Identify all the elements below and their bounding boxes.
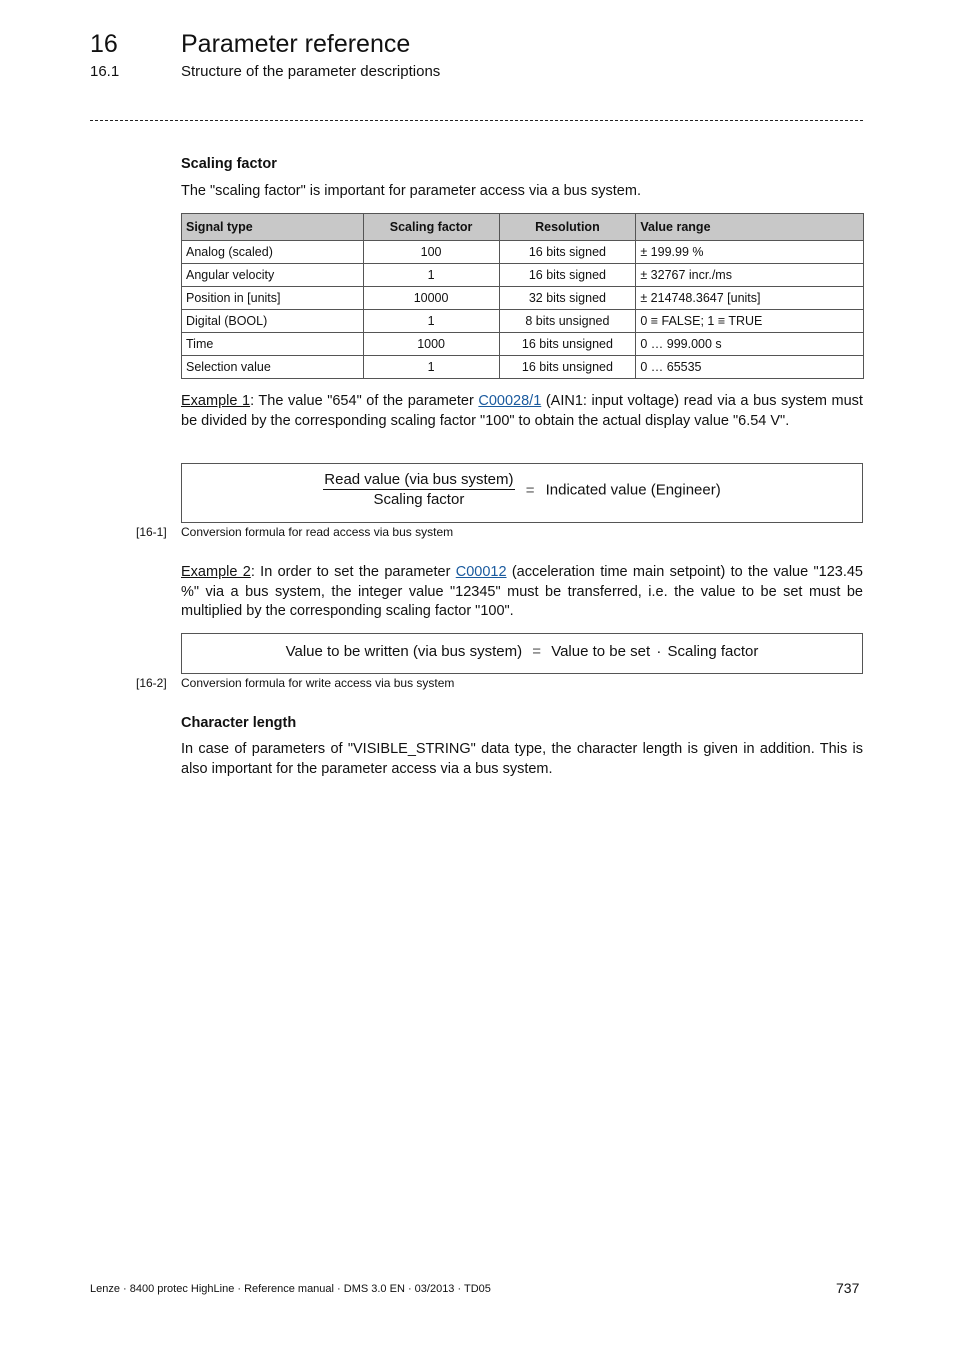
- column-header: Scaling factor: [363, 214, 499, 241]
- example-1-paragraph: [181, 392, 863, 431]
- formula-multiply-dot: ·: [656, 643, 662, 660]
- scaling-factor-table: [181, 213, 864, 379]
- table-cell: 16 bits unsigned: [499, 333, 636, 356]
- section-title: Structure of the parameter descriptions: [181, 63, 441, 80]
- example-2-label: Example 2: [181, 564, 251, 580]
- example-2-text: (acceleration time main setpoint) to the value "123.45 %" via a bus system, the integer value "12345" must be transferred, i.e. the value to be set must be multiplied by the corresponding scaling factor "100".: [181, 564, 863, 619]
- table-cell: 1: [363, 310, 499, 333]
- formula-equals: =: [532, 643, 542, 660]
- section-number: 16.1: [90, 63, 120, 80]
- table-cell: 0 … 999.000 s: [636, 333, 864, 356]
- formula-box-read: [181, 463, 863, 523]
- example-2-text: : In order to set the parameter: [250, 564, 456, 580]
- formula-denominator: Scaling factor: [373, 491, 465, 508]
- table-cell: 0 ≡ FALSE; 1 ≡ TRUE: [636, 310, 864, 333]
- table-cell: Analog (scaled): [182, 241, 364, 264]
- figure-caption: Conversion formula for read access via bus system: [181, 525, 454, 539]
- table-cell: Digital (BOOL): [182, 310, 364, 333]
- table-cell: Angular velocity: [182, 264, 364, 287]
- table-cell: 32 bits signed: [499, 287, 636, 310]
- parameter-link-c00028-1[interactable]: C00028/1: [478, 393, 542, 409]
- example-1-text: : The value "654" of the parameter: [250, 393, 479, 409]
- formula-result: Indicated value (Engineer): [545, 481, 721, 499]
- page-number: 737: [836, 1280, 860, 1296]
- table-cell: 16 bits unsigned: [499, 356, 636, 379]
- formula-fraction: [323, 471, 514, 509]
- example-1-text: (AIN1: input voltage) read via a bus system must be divided by the corresponding scaling factor "100" to obtain the actual display value "6.54 V".: [181, 393, 863, 429]
- figure-number: [16-2]: [136, 676, 167, 690]
- table-cell: 100: [363, 241, 499, 264]
- example-1-label: Example 1: [181, 393, 251, 409]
- character-length-heading: Character length: [181, 715, 297, 731]
- table-row: [182, 241, 864, 264]
- column-header: Signal type: [182, 214, 364, 241]
- header-divider: [90, 120, 863, 121]
- table-cell: ± 32767 incr./ms: [636, 264, 864, 287]
- formula-lhs: Value to be written (via bus system): [285, 643, 523, 660]
- table-row: [182, 264, 864, 287]
- formula-box-write: [181, 633, 863, 674]
- table-row: [182, 287, 864, 310]
- formula-rhs-factor: Scaling factor: [667, 643, 759, 660]
- table-cell: 10000: [363, 287, 499, 310]
- scaling-factor-heading: Scaling factor: [181, 156, 277, 172]
- table-cell: 16 bits signed: [499, 241, 636, 264]
- formula-rhs-value: Value to be set: [551, 643, 651, 660]
- table-row: [182, 333, 864, 356]
- scaling-factor-intro: The "scaling factor" is important for parameter access via a bus system.: [181, 183, 641, 199]
- table-header-row: [182, 214, 864, 241]
- table-cell: 1000: [363, 333, 499, 356]
- formula-equals: =: [525, 481, 535, 499]
- figure-number: [16-1]: [136, 525, 167, 539]
- table-cell: Time: [182, 333, 364, 356]
- example-2-paragraph: [181, 563, 863, 622]
- chapter-title: Parameter reference: [181, 30, 411, 58]
- table-row: [182, 356, 864, 379]
- parameter-link-c00012[interactable]: C00012: [455, 564, 507, 580]
- character-length-text: In case of parameters of "VISIBLE_STRING" data type, the character length is given in addition. This is also important for the parameter access via a bus system.: [181, 741, 863, 777]
- figure-caption: Conversion formula for write access via bus system: [181, 676, 455, 690]
- footer-document-info: Lenze · 8400 protec HighLine · Reference manual · DMS 3.0 EN · 03/2013 · TD05: [90, 1283, 491, 1295]
- column-header: Resolution: [499, 214, 636, 241]
- table-cell: 1: [363, 356, 499, 379]
- table-cell: 8 bits unsigned: [499, 310, 636, 333]
- table-cell: 16 bits signed: [499, 264, 636, 287]
- chapter-number: 16: [90, 30, 118, 58]
- column-header: Value range: [636, 214, 864, 241]
- table-row: [182, 310, 864, 333]
- table-cell: Selection value: [182, 356, 364, 379]
- table-cell: ± 199.99 %: [636, 241, 864, 264]
- formula-numerator: Read value (via bus system): [324, 471, 514, 488]
- table-cell: 1: [363, 264, 499, 287]
- table-cell: 0 … 65535: [636, 356, 864, 379]
- table-cell: ± 214748.3647 [units]: [636, 287, 864, 310]
- table-cell: Position in [units]: [182, 287, 364, 310]
